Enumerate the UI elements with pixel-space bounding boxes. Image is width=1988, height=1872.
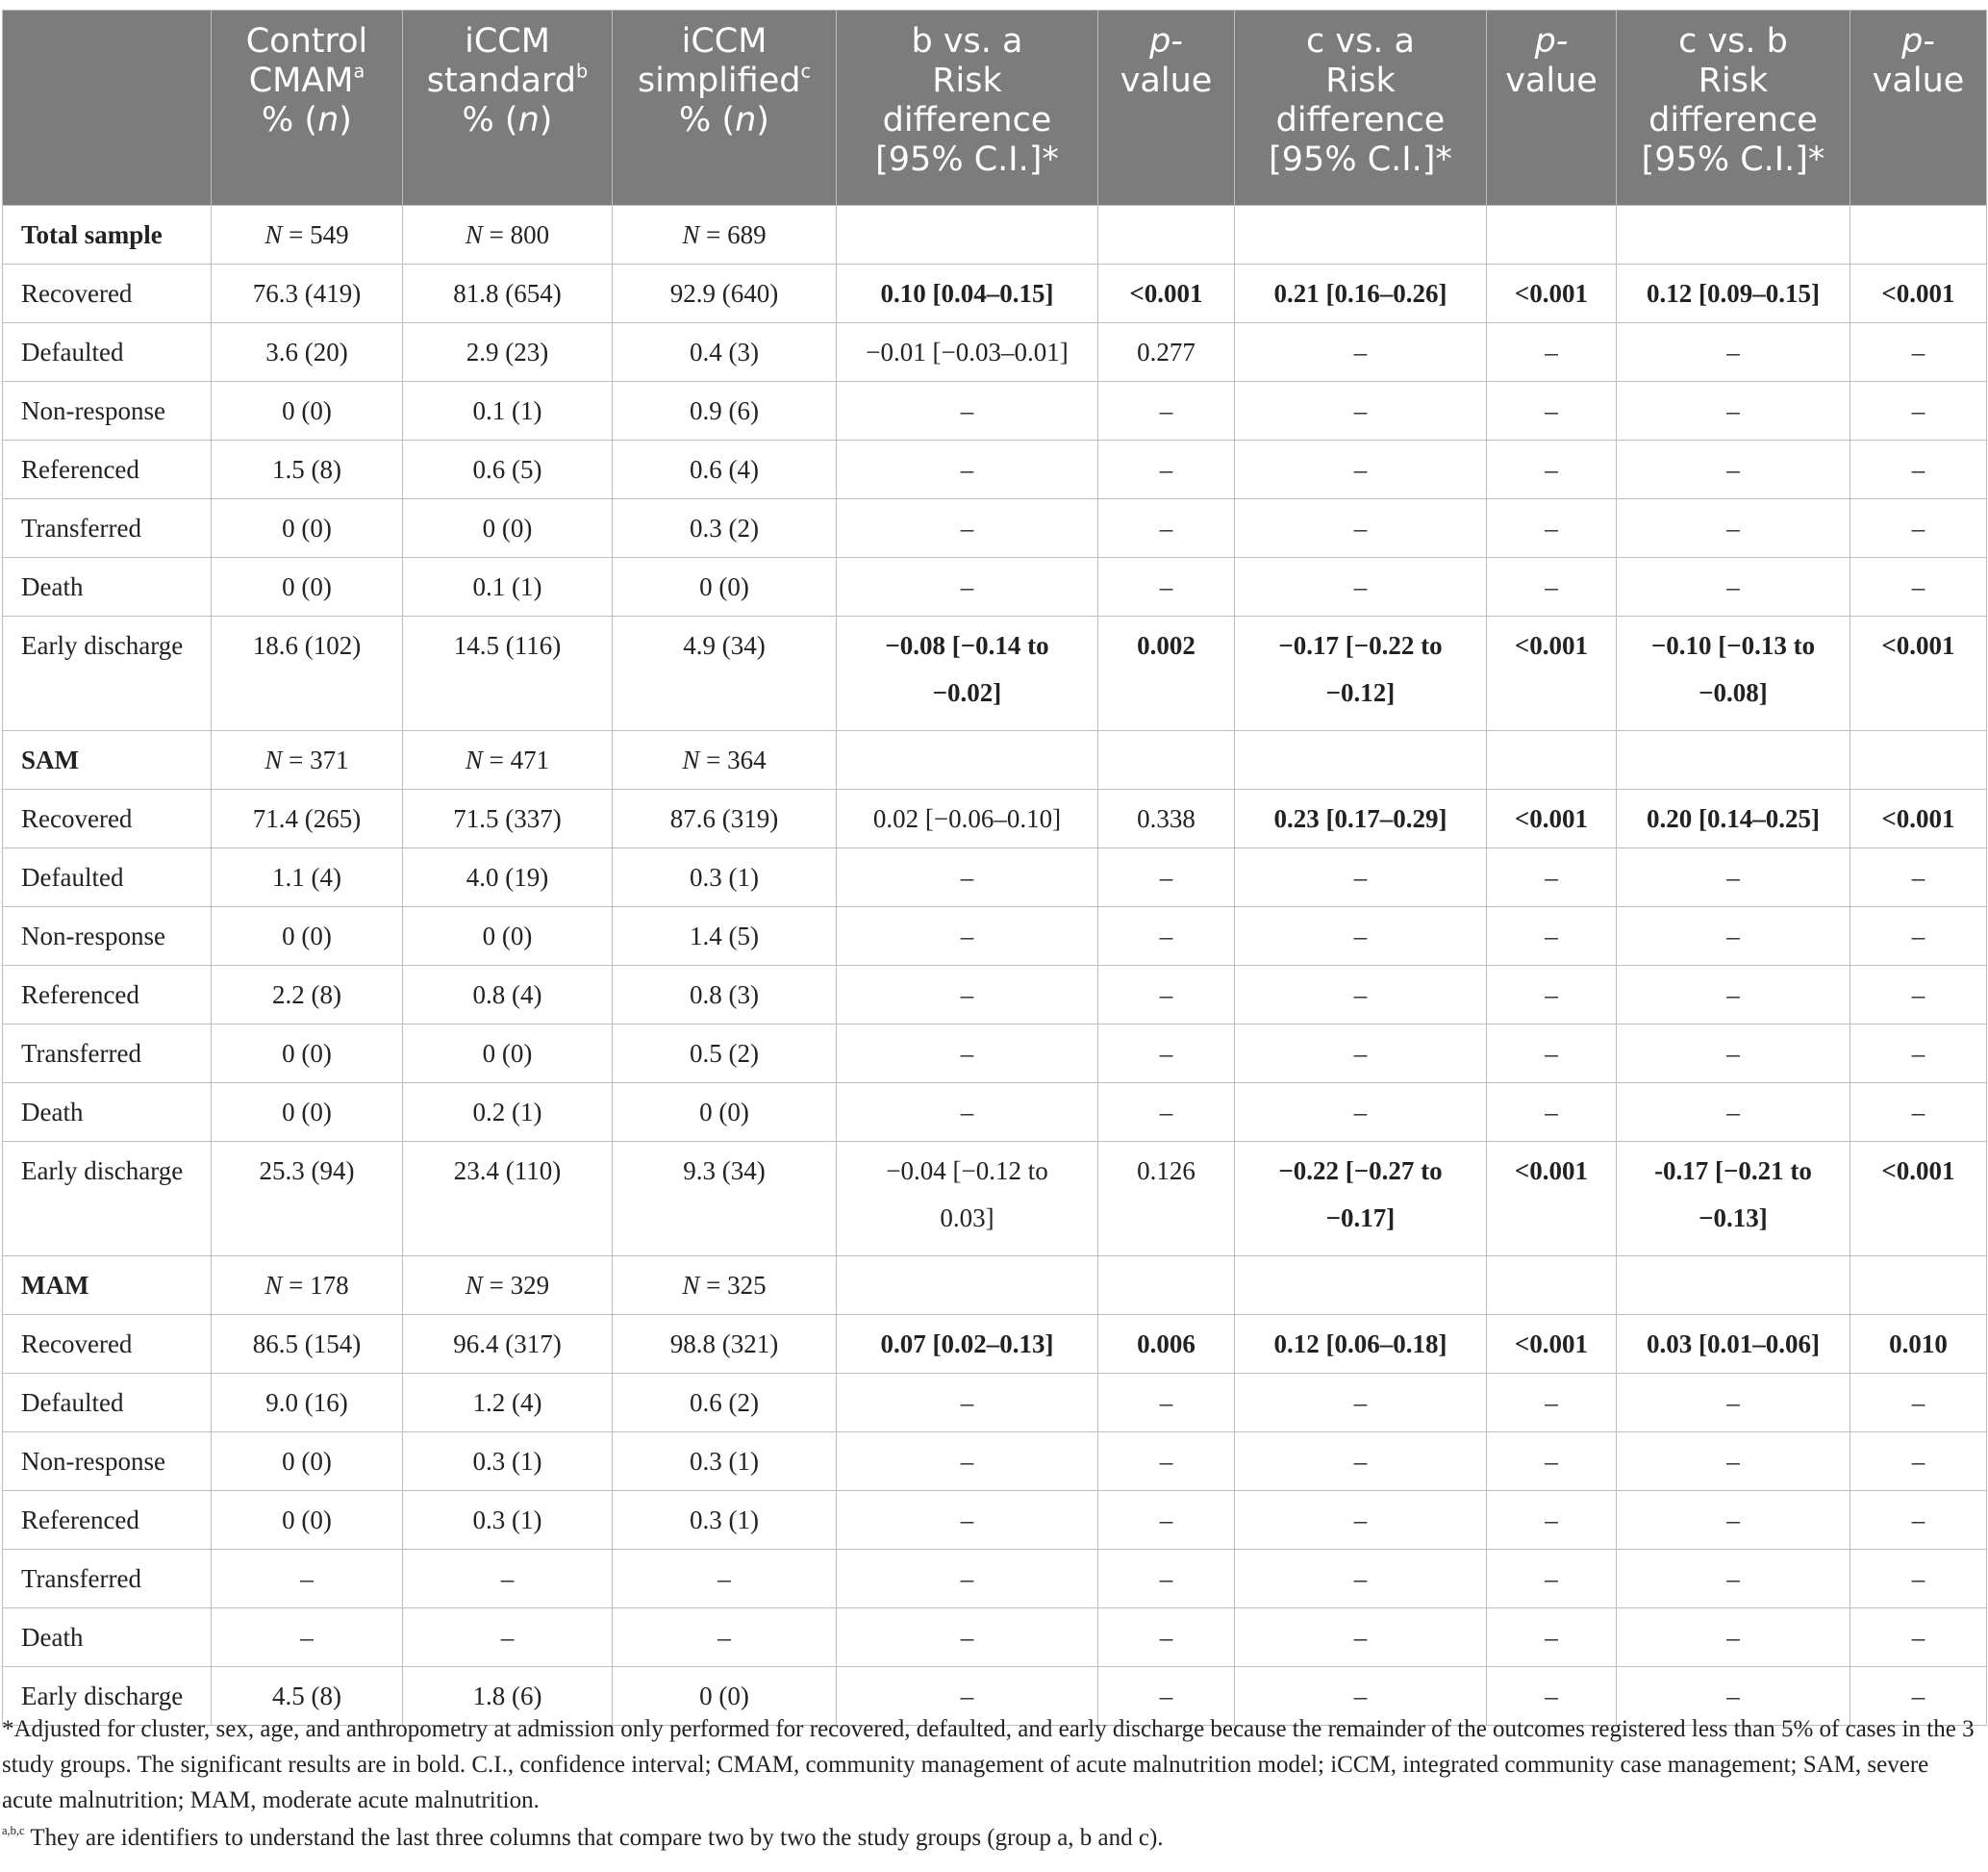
cell-cb: – xyxy=(1617,441,1850,499)
row-label: Referenced xyxy=(3,441,212,499)
group-header-row xyxy=(3,206,1987,265)
cell-p-cb: – xyxy=(1850,558,1987,617)
cell-p-ca: – xyxy=(1487,907,1617,966)
cell-ca: – xyxy=(1235,1608,1487,1667)
table-header-row xyxy=(3,11,1987,206)
cell-b: 81.8 (654) xyxy=(403,265,613,323)
cell-p-cb: – xyxy=(1850,1608,1987,1667)
table-row xyxy=(3,1374,1987,1432)
group-header-row xyxy=(3,1256,1987,1315)
cell-p-ca: – xyxy=(1487,441,1617,499)
table-footnotes xyxy=(2,1711,1981,1856)
cell-b: 4.0 (19) xyxy=(403,848,613,907)
cell-ba: – xyxy=(837,966,1098,1025)
cell-p-ba: 0.277 xyxy=(1098,323,1235,382)
cell-ca: – xyxy=(1235,382,1487,441)
cell-b: 14.5 (116) xyxy=(403,617,613,731)
cell-p-ca: – xyxy=(1487,1491,1617,1550)
header-c-vs-b: c vs. b Risk difference [95% C.I.]* xyxy=(1617,11,1850,206)
table-row xyxy=(3,790,1987,848)
row-label: Death xyxy=(3,1608,212,1667)
cell-b: 71.5 (337) xyxy=(403,790,613,848)
cell-p-cb: <0.001 xyxy=(1850,617,1987,731)
cell-cb: 0.20 [0.14–0.25] xyxy=(1617,790,1850,848)
cell-p-ba: – xyxy=(1098,499,1235,558)
cell-p-cb: – xyxy=(1850,1491,1987,1550)
cell-c: 1.4 (5) xyxy=(613,907,837,966)
group-n-b: N = 329 xyxy=(403,1256,613,1315)
cell-ba: – xyxy=(837,1432,1098,1491)
cell-ba: – xyxy=(837,441,1098,499)
cell-a: 3.6 (20) xyxy=(212,323,403,382)
cell-c: 0.4 (3) xyxy=(613,323,837,382)
cell-b: 0 (0) xyxy=(403,1025,613,1083)
cell-p-ba: <0.001 xyxy=(1098,265,1235,323)
cell-p-ba: – xyxy=(1098,907,1235,966)
cell-p-cb: – xyxy=(1850,1083,1987,1142)
cell-a: 18.6 (102) xyxy=(212,617,403,731)
cell-cb: – xyxy=(1617,966,1850,1025)
cell-ba: – xyxy=(837,1608,1098,1667)
cell-ba: 0.10 [0.04–0.15] xyxy=(837,265,1098,323)
cell-p-ca: – xyxy=(1487,1025,1617,1083)
cell-ba: 0.07 [0.02–0.13] xyxy=(837,1315,1098,1374)
cell-p-ba: 0.338 xyxy=(1098,790,1235,848)
cell-b: 0 (0) xyxy=(403,499,613,558)
cell-a: 0 (0) xyxy=(212,382,403,441)
cell-c: 0 (0) xyxy=(613,1083,837,1142)
table-row xyxy=(3,848,1987,907)
cell-p-ca: – xyxy=(1487,558,1617,617)
cell-p-ca: – xyxy=(1487,323,1617,382)
cell-cb: – xyxy=(1617,323,1850,382)
cell-p-ca: – xyxy=(1487,1550,1617,1608)
cell-p-ba: 0.126 xyxy=(1098,1142,1235,1256)
group-label: SAM xyxy=(3,731,212,790)
cell-c: 87.6 (319) xyxy=(613,790,837,848)
cell-c: 4.9 (34) xyxy=(613,617,837,731)
cell-a: 25.3 (94) xyxy=(212,1142,403,1256)
row-label: Referenced xyxy=(3,966,212,1025)
cell-c: 0.3 (1) xyxy=(613,1491,837,1550)
header-iccm-simplified: iCCM simplified$^c$ % (n) xyxy=(613,11,837,206)
cell-cb: – xyxy=(1617,1432,1850,1491)
table-row xyxy=(3,907,1987,966)
cell-cb: – xyxy=(1617,499,1850,558)
cell-ba: – xyxy=(837,1550,1098,1608)
cell-p-ba: – xyxy=(1098,1374,1235,1432)
cell-b: 2.9 (23) xyxy=(403,323,613,382)
cell-c: 0.6 (4) xyxy=(613,441,837,499)
cell-c: 0.6 (2) xyxy=(613,1374,837,1432)
row-label: Transferred xyxy=(3,1550,212,1608)
cell-a: 0 (0) xyxy=(212,1083,403,1142)
cell-ca: – xyxy=(1235,499,1487,558)
cell-ba: – xyxy=(837,1491,1098,1550)
cell-cb: – xyxy=(1617,848,1850,907)
cell-ba: – xyxy=(837,499,1098,558)
cell-p-cb: – xyxy=(1850,1667,1987,1726)
group-n-a: N = 371 xyxy=(212,731,403,790)
cell-ca: 0.12 [0.06–0.18] xyxy=(1235,1315,1487,1374)
row-label: Recovered xyxy=(3,1315,212,1374)
cell-c: 0 (0) xyxy=(613,558,837,617)
cell-p-cb: – xyxy=(1850,382,1987,441)
row-label: Non-response xyxy=(3,907,212,966)
cell-b: 0.2 (1) xyxy=(403,1083,613,1142)
cell-p-ba: – xyxy=(1098,558,1235,617)
cell-p-ba: – xyxy=(1098,1432,1235,1491)
cell-b: 96.4 (317) xyxy=(403,1315,613,1374)
header-p-value-ba: p- value xyxy=(1098,11,1235,206)
cell-p-ca: <0.001 xyxy=(1487,265,1617,323)
table-row xyxy=(3,1432,1987,1491)
cell-p-ca: <0.001 xyxy=(1487,790,1617,848)
group-n-a: N = 178 xyxy=(212,1256,403,1315)
cell-b: 1.8 (6) xyxy=(403,1667,613,1726)
cell-b: 0 (0) xyxy=(403,907,613,966)
cell-ca: – xyxy=(1235,966,1487,1025)
cell-ca: −0.17 [−0.22 to −0.12] xyxy=(1235,617,1487,731)
cell-ba: −0.04 [−0.12 to 0.03] xyxy=(837,1142,1098,1256)
cell-a: 9.0 (16) xyxy=(212,1374,403,1432)
cell-cb: – xyxy=(1617,1083,1850,1142)
row-label: Death xyxy=(3,558,212,617)
cell-ba: −0.08 [−0.14 to −0.02] xyxy=(837,617,1098,731)
group-n-b: N = 800 xyxy=(403,206,613,265)
row-label: Recovered xyxy=(3,790,212,848)
row-label: Non-response xyxy=(3,1432,212,1491)
cell-p-ba: – xyxy=(1098,1491,1235,1550)
cell-p-cb: – xyxy=(1850,499,1987,558)
cell-ba: – xyxy=(837,1667,1098,1726)
header-blank xyxy=(3,11,212,206)
cell-a: 76.3 (419) xyxy=(212,265,403,323)
cell-ba: – xyxy=(837,382,1098,441)
cell-a: 86.5 (154) xyxy=(212,1315,403,1374)
cell-p-ca: – xyxy=(1487,1374,1617,1432)
cell-p-ca: – xyxy=(1487,1432,1617,1491)
cell-a: 0 (0) xyxy=(212,1491,403,1550)
table-row xyxy=(3,265,1987,323)
table-row xyxy=(3,499,1987,558)
cell-p-ca: – xyxy=(1487,499,1617,558)
cell-p-ba: 0.006 xyxy=(1098,1315,1235,1374)
cell-p-ca: – xyxy=(1487,966,1617,1025)
group-n-c: N = 689 xyxy=(613,206,837,265)
cell-p-cb: – xyxy=(1850,1550,1987,1608)
cell-c: 0.8 (3) xyxy=(613,966,837,1025)
table-row xyxy=(3,966,1987,1025)
header-b-vs-a: b vs. a Risk difference [95% C.I.]* xyxy=(837,11,1098,206)
cell-b: 0.6 (5) xyxy=(403,441,613,499)
cell-c: 0 (0) xyxy=(613,1667,837,1726)
cell-ca: – xyxy=(1235,558,1487,617)
cell-ca: – xyxy=(1235,323,1487,382)
cell-c: 0.9 (6) xyxy=(613,382,837,441)
cell-c: 92.9 (640) xyxy=(613,265,837,323)
group-label: Total sample xyxy=(3,206,212,265)
cell-p-ba: – xyxy=(1098,1025,1235,1083)
cell-cb: – xyxy=(1617,382,1850,441)
cell-p-ba: 0.002 xyxy=(1098,617,1235,731)
cell-ca: – xyxy=(1235,441,1487,499)
cell-cb: – xyxy=(1617,558,1850,617)
group-n-a: N = 549 xyxy=(212,206,403,265)
cell-ca: – xyxy=(1235,848,1487,907)
cell-p-ca: – xyxy=(1487,1608,1617,1667)
header-iccm-standard: iCCM standard$^b$ % (n) xyxy=(403,11,613,206)
header-c-vs-a: c vs. a Risk difference [95% C.I.]* xyxy=(1235,11,1487,206)
cell-ba: 0.02 [−0.06–0.10] xyxy=(837,790,1098,848)
table-row xyxy=(3,441,1987,499)
cell-p-cb: – xyxy=(1850,848,1987,907)
cell-ca: – xyxy=(1235,1550,1487,1608)
cell-p-cb: – xyxy=(1850,1432,1987,1491)
cell-p-cb: <0.001 xyxy=(1850,790,1987,848)
table-row xyxy=(3,382,1987,441)
group-n-b: N = 471 xyxy=(403,731,613,790)
cell-a: 0 (0) xyxy=(212,499,403,558)
cell-ba: −0.01 [−0.03–0.01] xyxy=(837,323,1098,382)
cell-p-ca: <0.001 xyxy=(1487,1315,1617,1374)
cell-a: – xyxy=(212,1608,403,1667)
cell-c: 0.3 (1) xyxy=(613,848,837,907)
cell-a: 0 (0) xyxy=(212,558,403,617)
cell-ba: – xyxy=(837,848,1098,907)
row-label: Early discharge xyxy=(3,617,212,731)
cell-cb: -0.17 [−0.21 to −0.13] xyxy=(1617,1142,1850,1256)
cell-ba: – xyxy=(837,1374,1098,1432)
header-control-cmam: Control CMAM$^a$ % (n) xyxy=(212,11,403,206)
row-label: Early discharge xyxy=(3,1667,212,1726)
cell-p-ca: <0.001 xyxy=(1487,617,1617,731)
cell-p-ba: – xyxy=(1098,441,1235,499)
footnote-adjusted: *Adjusted for cluster, sex, age, and anthropometry at admission only performed for recovered, defaulted, and early discharge because the remainder of the outcomes registered less than 5% of cases in the 3 study groups. The significant results are in bold. C.I., confidence interval; CMAM, community management of acute malnutrition model; iCCM, integrated community case management; SAM, severe acute malnutrition; MAM, moderate acute malnutrition. xyxy=(2,1716,1975,1813)
cell-b: 0.1 (1) xyxy=(403,558,613,617)
table-row xyxy=(3,617,1987,731)
row-label: Transferred xyxy=(3,1025,212,1083)
table-row xyxy=(3,558,1987,617)
cell-ca: 0.23 [0.17–0.29] xyxy=(1235,790,1487,848)
row-label: Recovered xyxy=(3,265,212,323)
cell-ba: – xyxy=(837,1025,1098,1083)
cell-cb: −0.10 [−0.13 to −0.08] xyxy=(1617,617,1850,731)
row-label: Death xyxy=(3,1083,212,1142)
cell-p-ba: – xyxy=(1098,1083,1235,1142)
cell-p-ca: – xyxy=(1487,1083,1617,1142)
cell-c: – xyxy=(613,1550,837,1608)
row-label: Early discharge xyxy=(3,1142,212,1256)
cell-ca: – xyxy=(1235,1025,1487,1083)
table-row xyxy=(3,1608,1987,1667)
cell-p-ba: – xyxy=(1098,382,1235,441)
cell-cb: 0.12 [0.09–0.15] xyxy=(1617,265,1850,323)
cell-p-ba: – xyxy=(1098,1608,1235,1667)
cell-p-cb: – xyxy=(1850,907,1987,966)
cell-p-ca: – xyxy=(1487,848,1617,907)
group-n-c: N = 364 xyxy=(613,731,837,790)
cell-ba: – xyxy=(837,1083,1098,1142)
cell-b: 0.3 (1) xyxy=(403,1432,613,1491)
row-label: Non-response xyxy=(3,382,212,441)
cell-b: 0.3 (1) xyxy=(403,1491,613,1550)
footnote-identifiers: $^{a,b,c}$ They are identifiers to understand the last three columns that compare two by two the study groups (group a, b and c). xyxy=(2,1823,1164,1851)
cell-c: – xyxy=(613,1608,837,1667)
cell-cb: – xyxy=(1617,1374,1850,1432)
cell-a: 71.4 (265) xyxy=(212,790,403,848)
cell-cb: – xyxy=(1617,1667,1850,1726)
cell-b: 0.1 (1) xyxy=(403,382,613,441)
cell-p-cb: – xyxy=(1850,966,1987,1025)
cell-a: 4.5 (8) xyxy=(212,1667,403,1726)
cell-cb: – xyxy=(1617,1491,1850,1550)
cell-a: 0 (0) xyxy=(212,1025,403,1083)
cell-c: 0.3 (1) xyxy=(613,1432,837,1491)
cell-cb: 0.03 [0.01–0.06] xyxy=(1617,1315,1850,1374)
cell-c: 0.5 (2) xyxy=(613,1025,837,1083)
row-label: Defaulted xyxy=(3,1374,212,1432)
cell-b: – xyxy=(403,1608,613,1667)
cell-c: 0.3 (2) xyxy=(613,499,837,558)
cell-p-ba: – xyxy=(1098,1550,1235,1608)
cell-a: 0 (0) xyxy=(212,907,403,966)
table-row xyxy=(3,323,1987,382)
cell-ca: – xyxy=(1235,907,1487,966)
cell-ca: – xyxy=(1235,1432,1487,1491)
cell-cb: – xyxy=(1617,1550,1850,1608)
cell-p-cb: – xyxy=(1850,1025,1987,1083)
cell-p-ca: – xyxy=(1487,382,1617,441)
cell-b: 0.8 (4) xyxy=(403,966,613,1025)
cell-c: 98.8 (321) xyxy=(613,1315,837,1374)
cell-cb: – xyxy=(1617,1608,1850,1667)
cell-c: 9.3 (34) xyxy=(613,1142,837,1256)
cell-ca: – xyxy=(1235,1667,1487,1726)
cell-p-cb: – xyxy=(1850,1374,1987,1432)
table-row xyxy=(3,1025,1987,1083)
cell-ca: – xyxy=(1235,1083,1487,1142)
cell-ba: – xyxy=(837,558,1098,617)
header-p-value-cb: p- value xyxy=(1850,11,1987,206)
cell-b: 1.2 (4) xyxy=(403,1374,613,1432)
group-n-c: N = 325 xyxy=(613,1256,837,1315)
cell-a: 1.1 (4) xyxy=(212,848,403,907)
cell-a: 1.5 (8) xyxy=(212,441,403,499)
table-row xyxy=(3,1550,1987,1608)
cell-b: 23.4 (110) xyxy=(403,1142,613,1256)
cell-p-ca: <0.001 xyxy=(1487,1142,1617,1256)
table-row xyxy=(3,1491,1987,1550)
row-label: Defaulted xyxy=(3,323,212,382)
cell-p-ba: – xyxy=(1098,966,1235,1025)
cell-p-ba: – xyxy=(1098,848,1235,907)
cell-b: – xyxy=(403,1550,613,1608)
table-row xyxy=(3,1315,1987,1374)
group-label: MAM xyxy=(3,1256,212,1315)
cell-a: 2.2 (8) xyxy=(212,966,403,1025)
row-label: Defaulted xyxy=(3,848,212,907)
cell-a: 0 (0) xyxy=(212,1432,403,1491)
cell-a: – xyxy=(212,1550,403,1608)
cell-ca: −0.22 [−0.27 to −0.17] xyxy=(1235,1142,1487,1256)
cell-ba: – xyxy=(837,907,1098,966)
cell-ca: – xyxy=(1235,1374,1487,1432)
table-row xyxy=(3,1142,1987,1256)
header-p-value-ca: p- value xyxy=(1487,11,1617,206)
cell-p-cb: – xyxy=(1850,441,1987,499)
cell-cb: – xyxy=(1617,907,1850,966)
row-label: Transferred xyxy=(3,499,212,558)
cell-p-cb: <0.001 xyxy=(1850,265,1987,323)
cell-ca: 0.21 [0.16–0.26] xyxy=(1235,265,1487,323)
cell-p-ba: – xyxy=(1098,1667,1235,1726)
cell-p-ca: – xyxy=(1487,1667,1617,1726)
cell-cb: – xyxy=(1617,1025,1850,1083)
row-label: Referenced xyxy=(3,1491,212,1550)
table-row xyxy=(3,1083,1987,1142)
cell-p-cb: <0.001 xyxy=(1850,1142,1987,1256)
cell-p-cb: – xyxy=(1850,323,1987,382)
cell-p-cb: 0.010 xyxy=(1850,1315,1987,1374)
results-table xyxy=(2,10,1987,1726)
cell-ca: – xyxy=(1235,1491,1487,1550)
group-header-row xyxy=(3,731,1987,790)
